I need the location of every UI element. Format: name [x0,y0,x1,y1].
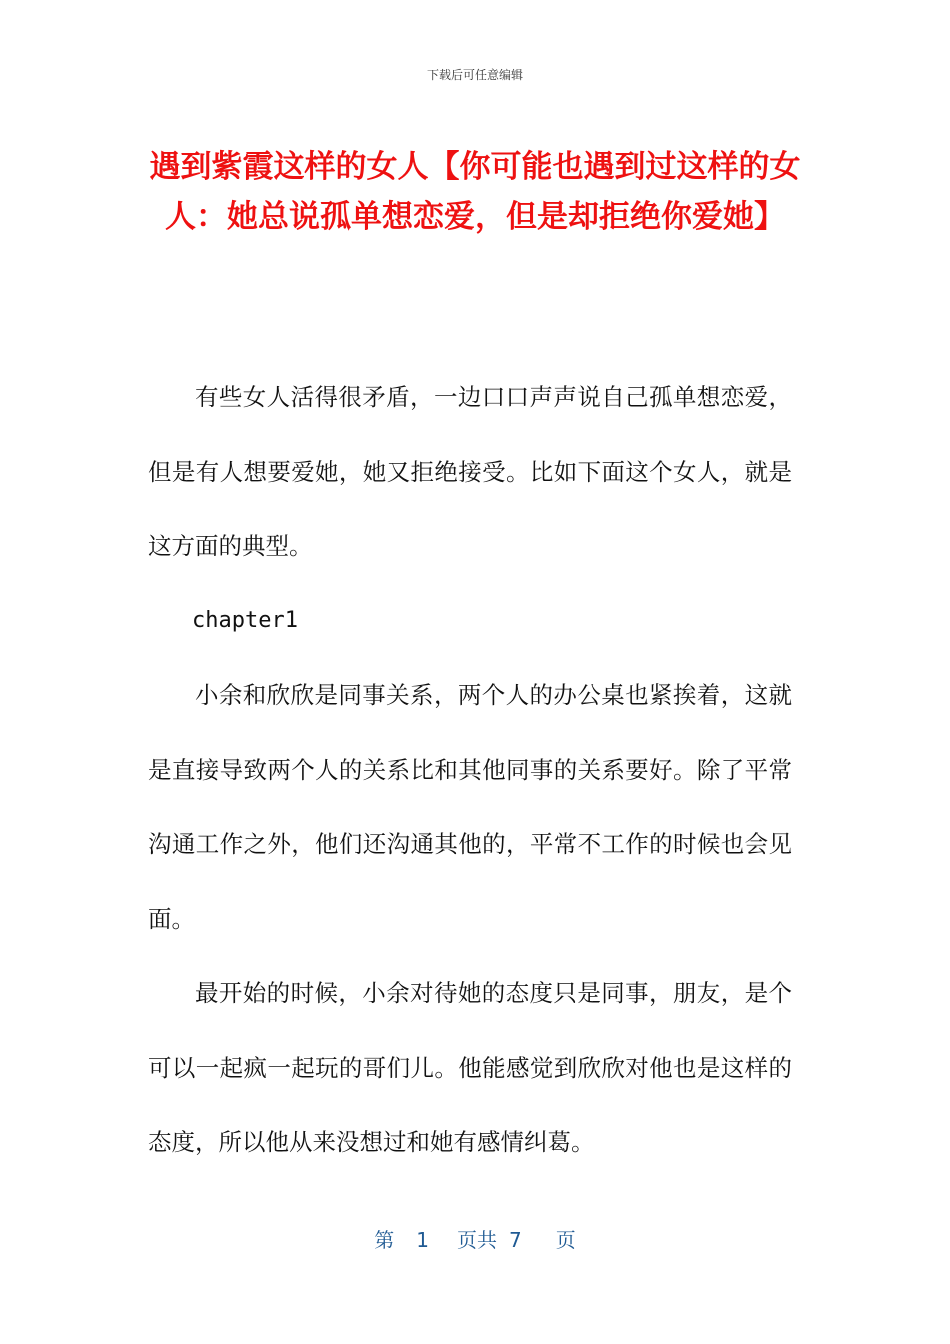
page-footer [0,1224,950,1253]
footer-current-page: 1 [416,1228,429,1252]
footer-prefix: 第 [374,1228,395,1252]
paragraph: 最开始的时候，小余对待她的态度只是同事，朋友，是个可以一起疯一起玩的哥们儿。他能感觉到欣欣对他也是这样的态度，所以他从来没想过和她有感情纠葛。 [148,979,792,1156]
footer-total-pages: 7 [509,1228,522,1252]
footer-middle: 页共 [457,1228,497,1252]
document-body [148,360,792,1180]
header-note: 下载后可任意编辑 [426,68,523,82]
paragraph: 有些女人活得很矛盾，一边口口声声说自己孤单想恋爱，但是有人想要爱她，她又拒绝接受。比如下面这个女人，就是这方面的典型。 [148,383,792,560]
document-title: 遇到紫霞这样的女人【你可能也遇到过这样的女人：她总说孤单想恋爱，但是却拒绝你爱她】 [149,149,801,235]
footer-suffix: 页 [555,1228,576,1252]
paragraph: 小余和欣欣是同事关系，两个人的办公桌也紧挨着，这就是直接导致两个人的关系比和其他同事的关系要好。除了平常沟通工作之外，他们还沟通其他的，平常不工作的时候也会见面。 [148,681,792,933]
chapter-heading: chapter1 [192,607,298,633]
